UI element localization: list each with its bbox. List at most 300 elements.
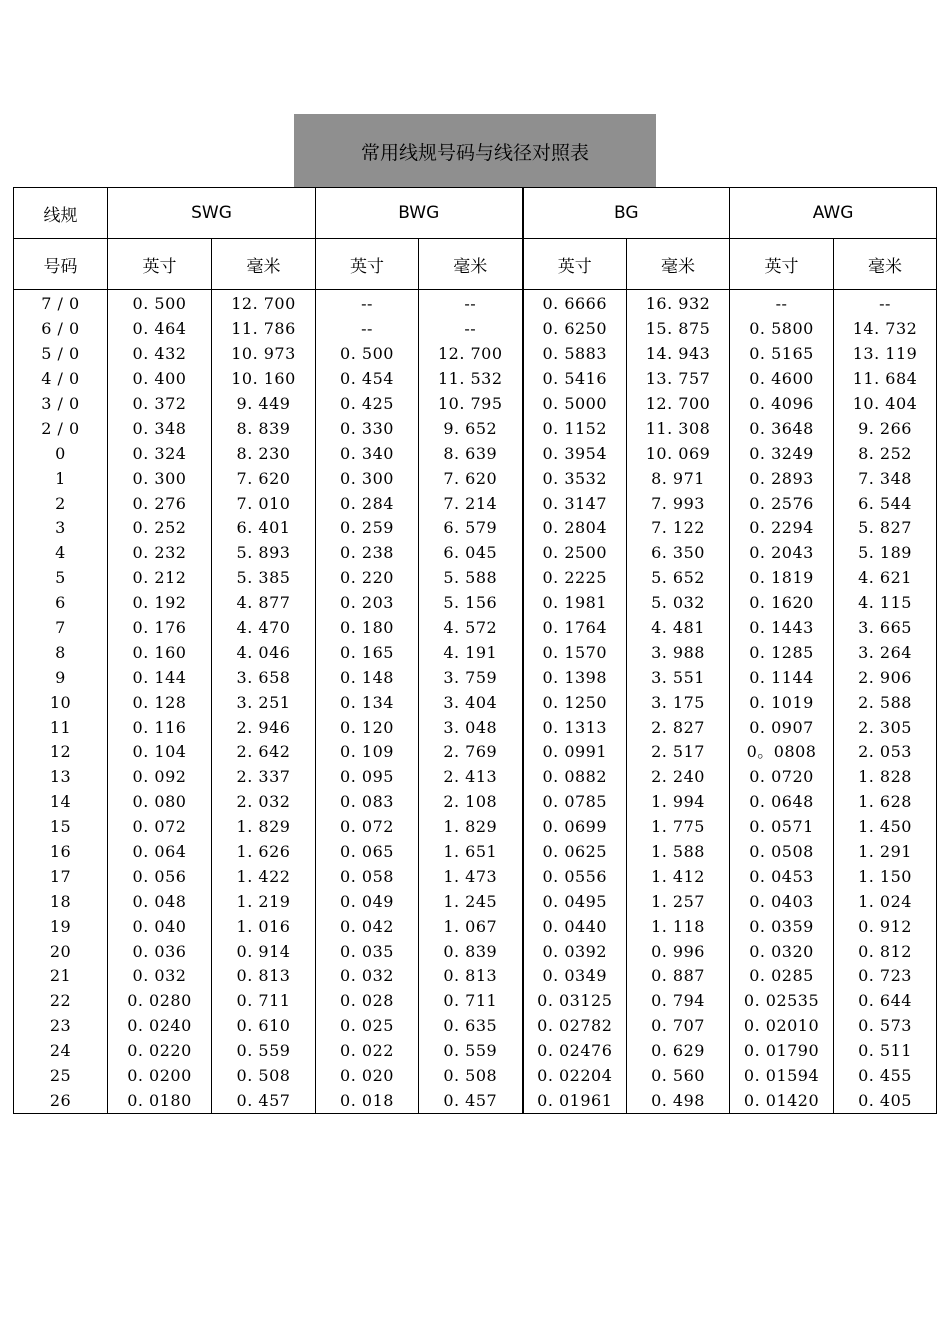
bg-inch-cell: 0. 1250: [523, 690, 627, 715]
bwg-mm-cell: 2. 769: [419, 740, 523, 765]
bwg-mm-cell: 3. 759: [419, 665, 523, 690]
bg-inch-cell: 0. 0785: [523, 790, 627, 815]
bg-mm-cell: 1. 775: [627, 815, 730, 840]
awg-inch-cell: 0. 1819: [730, 566, 834, 591]
bg-inch-cell: 0. 1398: [523, 665, 627, 690]
gauge-number-cell: 9: [14, 665, 108, 690]
bg-inch-cell: 0. 6250: [523, 317, 627, 342]
bwg-mm-cell: 6. 045: [419, 541, 523, 566]
gauge-number-cell: 7: [14, 616, 108, 641]
gauge-header: 线规: [14, 188, 108, 239]
bg-mm-cell: 2. 827: [627, 715, 730, 740]
bg-mm-cell: 5. 652: [627, 566, 730, 591]
table-row: [14, 889, 937, 914]
bwg-inch-cell: 0. 120: [316, 715, 419, 740]
swg-mm-cell: 9. 449: [212, 392, 316, 417]
swg-inch-cell: 0. 064: [108, 840, 212, 865]
bwg-mm-cell: 9. 652: [419, 416, 523, 441]
awg-mm-cell: 6. 544: [834, 491, 937, 516]
swg-mm-cell: 11. 786: [212, 317, 316, 342]
bg-mm-cell: 6. 350: [627, 541, 730, 566]
gauge-number-cell: 5: [14, 566, 108, 591]
table-row: [14, 715, 937, 740]
awg-inch-cell: 0. 01420: [730, 1089, 834, 1114]
swg-inch-cell: 0. 500: [108, 290, 212, 317]
bg-inch-cell: 0. 3147: [523, 491, 627, 516]
swg-inch-cell: 0. 116: [108, 715, 212, 740]
bwg-inch-cell: 0. 300: [316, 466, 419, 491]
swg-inch-cell: 0. 176: [108, 616, 212, 641]
table-row: [14, 989, 937, 1014]
bwg-inch-cell: 0. 500: [316, 342, 419, 367]
unit-header-inch: 英寸: [523, 239, 627, 290]
bg-inch-cell: 0. 5416: [523, 367, 627, 392]
bg-inch-cell: 0. 03125: [523, 989, 627, 1014]
bg-inch-cell: 0. 5000: [523, 392, 627, 417]
bwg-mm-cell: 11. 532: [419, 367, 523, 392]
swg-inch-cell: 0. 160: [108, 640, 212, 665]
awg-mm-cell: 1. 450: [834, 815, 937, 840]
bwg-mm-cell: 0. 711: [419, 989, 523, 1014]
bg-mm-cell: 4. 481: [627, 616, 730, 641]
bwg-inch-cell: --: [316, 317, 419, 342]
bg-mm-cell: 8. 971: [627, 466, 730, 491]
swg-mm-cell: 10. 160: [212, 367, 316, 392]
swg-inch-cell: 0. 104: [108, 740, 212, 765]
bg-inch-cell: 0. 2804: [523, 516, 627, 541]
bg-inch-cell: 0. 1981: [523, 591, 627, 616]
bg-mm-cell: 11. 308: [627, 416, 730, 441]
group-header-bg: BG: [523, 188, 730, 239]
awg-mm-cell: 0. 511: [834, 1039, 937, 1064]
group-header-awg: AWG: [730, 188, 937, 239]
gauge-number-cell: 10: [14, 690, 108, 715]
bwg-mm-cell: 5. 588: [419, 566, 523, 591]
bwg-inch-cell: 0. 109: [316, 740, 419, 765]
swg-mm-cell: 0. 813: [212, 964, 316, 989]
table-body: [14, 290, 937, 1114]
bg-mm-cell: 2. 240: [627, 765, 730, 790]
awg-mm-cell: 13. 119: [834, 342, 937, 367]
awg-mm-cell: 5. 189: [834, 541, 937, 566]
awg-mm-cell: 2. 053: [834, 740, 937, 765]
swg-mm-cell: 2. 032: [212, 790, 316, 815]
swg-mm-cell: 7. 620: [212, 466, 316, 491]
gauge-number-cell: 18: [14, 889, 108, 914]
awg-inch-cell: 0. 1443: [730, 616, 834, 641]
bg-mm-cell: 0. 794: [627, 989, 730, 1014]
awg-inch-cell: 0. 3648: [730, 416, 834, 441]
swg-mm-cell: 7. 010: [212, 491, 316, 516]
bg-inch-cell: 0. 5883: [523, 342, 627, 367]
awg-inch-cell: 0. 0508: [730, 840, 834, 865]
swg-mm-cell: 0. 914: [212, 939, 316, 964]
swg-mm-cell: 1. 219: [212, 889, 316, 914]
awg-mm-cell: 0. 644: [834, 989, 937, 1014]
table-row: [14, 516, 937, 541]
bg-mm-cell: 16. 932: [627, 290, 730, 317]
gauge-number-cell: 25: [14, 1064, 108, 1089]
gauge-number-cell: 11: [14, 715, 108, 740]
bg-mm-cell: 14. 943: [627, 342, 730, 367]
gauge-number-cell: 6: [14, 591, 108, 616]
swg-mm-cell: 6. 401: [212, 516, 316, 541]
table-row: [14, 466, 937, 491]
bg-inch-cell: 0. 0882: [523, 765, 627, 790]
awg-inch-cell: 0. 4600: [730, 367, 834, 392]
swg-mm-cell: 10. 973: [212, 342, 316, 367]
awg-inch-cell: --: [730, 290, 834, 317]
bwg-inch-cell: 0. 028: [316, 989, 419, 1014]
swg-inch-cell: 0. 0240: [108, 1014, 212, 1039]
unit-header-inch: 英寸: [316, 239, 419, 290]
awg-mm-cell: 5. 827: [834, 516, 937, 541]
bg-inch-cell: 0. 0699: [523, 815, 627, 840]
bg-inch-cell: 0. 2500: [523, 541, 627, 566]
bg-mm-cell: 0. 560: [627, 1064, 730, 1089]
swg-inch-cell: 0. 372: [108, 392, 212, 417]
awg-inch-cell: 0. 1285: [730, 640, 834, 665]
table-row: [14, 1089, 937, 1114]
bwg-mm-cell: --: [419, 317, 523, 342]
bg-inch-cell: 0. 1764: [523, 616, 627, 641]
table-row: [14, 665, 937, 690]
bg-inch-cell: 0. 0440: [523, 914, 627, 939]
bg-mm-cell: 3. 551: [627, 665, 730, 690]
awg-mm-cell: 2. 305: [834, 715, 937, 740]
bg-mm-cell: 12. 700: [627, 392, 730, 417]
awg-mm-cell: 10. 404: [834, 392, 937, 417]
bwg-inch-cell: 0. 284: [316, 491, 419, 516]
bg-mm-cell: 15. 875: [627, 317, 730, 342]
swg-mm-cell: 0. 508: [212, 1064, 316, 1089]
swg-inch-cell: 0. 048: [108, 889, 212, 914]
header-row-units: [14, 239, 937, 290]
table-row: [14, 290, 937, 317]
swg-mm-cell: 1. 422: [212, 864, 316, 889]
bg-mm-cell: 0. 707: [627, 1014, 730, 1039]
bg-inch-cell: 0. 1570: [523, 640, 627, 665]
bwg-inch-cell: 0. 330: [316, 416, 419, 441]
swg-mm-cell: 0. 610: [212, 1014, 316, 1039]
table-row: [14, 441, 937, 466]
bg-inch-cell: 0. 0991: [523, 740, 627, 765]
awg-mm-cell: 1. 150: [834, 864, 937, 889]
table-row: [14, 765, 937, 790]
unit-header-mm: 毫米: [419, 239, 523, 290]
gauge-number-cell: 7 / 0: [14, 290, 108, 317]
swg-mm-cell: 3. 658: [212, 665, 316, 690]
table-row: [14, 416, 937, 441]
swg-inch-cell: 0. 0280: [108, 989, 212, 1014]
bg-inch-cell: 0. 0495: [523, 889, 627, 914]
group-header-swg: SWG: [108, 188, 316, 239]
swg-mm-cell: 4. 877: [212, 591, 316, 616]
gauge-number-cell: 5 / 0: [14, 342, 108, 367]
awg-inch-cell: 0. 01790: [730, 1039, 834, 1064]
bg-mm-cell: 0. 887: [627, 964, 730, 989]
swg-mm-cell: 8. 839: [212, 416, 316, 441]
wire-gauge-table: [13, 187, 937, 1114]
gauge-number-cell: 26: [14, 1089, 108, 1114]
bwg-inch-cell: 0. 425: [316, 392, 419, 417]
swg-inch-cell: 0. 300: [108, 466, 212, 491]
bg-inch-cell: 0. 3532: [523, 466, 627, 491]
awg-inch-cell: 0. 3249: [730, 441, 834, 466]
bwg-mm-cell: 1. 473: [419, 864, 523, 889]
bwg-inch-cell: 0. 134: [316, 690, 419, 715]
bg-mm-cell: 1. 588: [627, 840, 730, 865]
bg-inch-cell: 0. 1152: [523, 416, 627, 441]
awg-mm-cell: 2. 588: [834, 690, 937, 715]
gauge-number-cell: 12: [14, 740, 108, 765]
awg-mm-cell: 8. 252: [834, 441, 937, 466]
swg-inch-cell: 0. 080: [108, 790, 212, 815]
bwg-mm-cell: 1. 067: [419, 914, 523, 939]
table-row: [14, 815, 937, 840]
gauge-number-cell: 1: [14, 466, 108, 491]
table-row: [14, 640, 937, 665]
bwg-mm-cell: 2. 413: [419, 765, 523, 790]
bwg-inch-cell: 0. 454: [316, 367, 419, 392]
table-row: [14, 1039, 937, 1064]
awg-inch-cell: 0. 4096: [730, 392, 834, 417]
table-title-banner: [294, 114, 656, 188]
awg-inch-cell: 0. 1019: [730, 690, 834, 715]
gauge-number-cell: 21: [14, 964, 108, 989]
awg-mm-cell: 0. 812: [834, 939, 937, 964]
awg-inch-cell: 0. 0285: [730, 964, 834, 989]
gauge-number-cell: 20: [14, 939, 108, 964]
awg-inch-cell: 0. 02010: [730, 1014, 834, 1039]
swg-inch-cell: 0. 324: [108, 441, 212, 466]
gauge-number-cell: 3 / 0: [14, 392, 108, 417]
bwg-inch-cell: 0. 095: [316, 765, 419, 790]
awg-inch-cell: 0. 5800: [730, 317, 834, 342]
bwg-inch-cell: 0. 148: [316, 665, 419, 690]
gauge-number-cell: 2 / 0: [14, 416, 108, 441]
swg-inch-cell: 0. 348: [108, 416, 212, 441]
gauge-number-cell: 19: [14, 914, 108, 939]
swg-mm-cell: 2. 946: [212, 715, 316, 740]
bwg-mm-cell: 2. 108: [419, 790, 523, 815]
bwg-inch-cell: 0. 049: [316, 889, 419, 914]
bwg-inch-cell: 0. 083: [316, 790, 419, 815]
gauge-number-cell: 15: [14, 815, 108, 840]
bg-inch-cell: 0. 0392: [523, 939, 627, 964]
swg-mm-cell: 12. 700: [212, 290, 316, 317]
bwg-inch-cell: 0. 259: [316, 516, 419, 541]
swg-mm-cell: 4. 046: [212, 640, 316, 665]
swg-inch-cell: 0. 400: [108, 367, 212, 392]
bwg-inch-cell: 0. 025: [316, 1014, 419, 1039]
bg-mm-cell: 0. 629: [627, 1039, 730, 1064]
table-row: [14, 491, 937, 516]
gauge-number-cell: 13: [14, 765, 108, 790]
awg-mm-cell: 4. 115: [834, 591, 937, 616]
awg-inch-cell: 0. 0320: [730, 939, 834, 964]
gauge-number-cell: 24: [14, 1039, 108, 1064]
awg-mm-cell: 1. 291: [834, 840, 937, 865]
awg-mm-cell: 2. 906: [834, 665, 937, 690]
swg-inch-cell: 0. 192: [108, 591, 212, 616]
table-row: [14, 840, 937, 865]
swg-inch-cell: 0. 276: [108, 491, 212, 516]
awg-inch-cell: 0. 0403: [730, 889, 834, 914]
gauge-number-cell: 3: [14, 516, 108, 541]
awg-mm-cell: 14. 732: [834, 317, 937, 342]
table-row: [14, 939, 937, 964]
awg-mm-cell: 0. 405: [834, 1089, 937, 1114]
awg-mm-cell: 0. 573: [834, 1014, 937, 1039]
awg-inch-cell: 0. 2043: [730, 541, 834, 566]
table-row: [14, 914, 937, 939]
bwg-mm-cell: --: [419, 290, 523, 317]
table-row: [14, 367, 937, 392]
swg-inch-cell: 0. 252: [108, 516, 212, 541]
bwg-mm-cell: 0. 508: [419, 1064, 523, 1089]
awg-inch-cell: 0. 0571: [730, 815, 834, 840]
awg-inch-cell: 0. 2893: [730, 466, 834, 491]
table-row: [14, 566, 937, 591]
swg-inch-cell: 0. 0200: [108, 1064, 212, 1089]
awg-mm-cell: 1. 628: [834, 790, 937, 815]
gauge-number-cell: 4: [14, 541, 108, 566]
bwg-mm-cell: 1. 829: [419, 815, 523, 840]
bwg-inch-cell: 0. 203: [316, 591, 419, 616]
bg-inch-cell: 0. 2225: [523, 566, 627, 591]
bwg-mm-cell: 0. 635: [419, 1014, 523, 1039]
bwg-mm-cell: 5. 156: [419, 591, 523, 616]
awg-mm-cell: 3. 264: [834, 640, 937, 665]
bwg-mm-cell: 10. 795: [419, 392, 523, 417]
bwg-inch-cell: 0. 220: [316, 566, 419, 591]
table-row: [14, 342, 937, 367]
gauge-number-cell: 22: [14, 989, 108, 1014]
awg-inch-cell: 0。0808: [730, 740, 834, 765]
awg-mm-cell: 7. 348: [834, 466, 937, 491]
table-row: [14, 864, 937, 889]
awg-mm-cell: --: [834, 290, 937, 317]
awg-mm-cell: 0. 455: [834, 1064, 937, 1089]
unit-header-inch: 英寸: [730, 239, 834, 290]
bwg-mm-cell: 4. 572: [419, 616, 523, 641]
awg-mm-cell: 4. 621: [834, 566, 937, 591]
bg-inch-cell: 0. 0625: [523, 840, 627, 865]
swg-inch-cell: 0. 232: [108, 541, 212, 566]
bwg-mm-cell: 0. 457: [419, 1089, 523, 1114]
awg-inch-cell: 0. 5165: [730, 342, 834, 367]
table-title: 常用线规号码与线径对照表: [360, 141, 589, 164]
awg-inch-cell: 0. 0907: [730, 715, 834, 740]
swg-inch-cell: 0. 432: [108, 342, 212, 367]
swg-inch-cell: 0. 056: [108, 864, 212, 889]
swg-mm-cell: 2. 642: [212, 740, 316, 765]
bg-mm-cell: 1. 412: [627, 864, 730, 889]
table-row: [14, 964, 937, 989]
swg-inch-cell: 0. 0180: [108, 1089, 212, 1114]
bg-mm-cell: 7. 993: [627, 491, 730, 516]
awg-mm-cell: 0. 723: [834, 964, 937, 989]
bwg-mm-cell: 7. 620: [419, 466, 523, 491]
awg-inch-cell: 0. 1144: [730, 665, 834, 690]
bwg-mm-cell: 12. 700: [419, 342, 523, 367]
bwg-inch-cell: 0. 035: [316, 939, 419, 964]
bwg-inch-cell: 0. 018: [316, 1089, 419, 1114]
awg-inch-cell: 0. 2294: [730, 516, 834, 541]
awg-mm-cell: 0. 912: [834, 914, 937, 939]
unit-header-mm: 毫米: [212, 239, 316, 290]
bwg-mm-cell: 6. 579: [419, 516, 523, 541]
bwg-mm-cell: 1. 651: [419, 840, 523, 865]
swg-inch-cell: 0. 092: [108, 765, 212, 790]
awg-inch-cell: 0. 02535: [730, 989, 834, 1014]
bg-mm-cell: 0. 996: [627, 939, 730, 964]
bwg-inch-cell: 0. 180: [316, 616, 419, 641]
gauge-number-cell: 17: [14, 864, 108, 889]
bg-inch-cell: 0. 6666: [523, 290, 627, 317]
unit-header-inch: 英寸: [108, 239, 212, 290]
awg-mm-cell: 3. 665: [834, 616, 937, 641]
bwg-mm-cell: 1. 245: [419, 889, 523, 914]
swg-inch-cell: 0. 032: [108, 964, 212, 989]
bg-inch-cell: 0. 02204: [523, 1064, 627, 1089]
swg-mm-cell: 4. 470: [212, 616, 316, 641]
bg-mm-cell: 13. 757: [627, 367, 730, 392]
unit-header-mm: 毫米: [627, 239, 730, 290]
swg-inch-cell: 0. 040: [108, 914, 212, 939]
table-row: [14, 591, 937, 616]
bg-mm-cell: 10. 069: [627, 441, 730, 466]
swg-inch-cell: 0. 212: [108, 566, 212, 591]
bg-inch-cell: 0. 01961: [523, 1089, 627, 1114]
bwg-inch-cell: 0. 065: [316, 840, 419, 865]
bwg-mm-cell: 4. 191: [419, 640, 523, 665]
bg-mm-cell: 1. 994: [627, 790, 730, 815]
swg-mm-cell: 0. 457: [212, 1089, 316, 1114]
table-row: [14, 740, 937, 765]
bg-mm-cell: 7. 122: [627, 516, 730, 541]
bwg-mm-cell: 0. 839: [419, 939, 523, 964]
bg-inch-cell: 0. 02782: [523, 1014, 627, 1039]
swg-mm-cell: 8. 230: [212, 441, 316, 466]
bg-mm-cell: 0. 498: [627, 1089, 730, 1114]
bwg-mm-cell: 0. 813: [419, 964, 523, 989]
swg-mm-cell: 1. 626: [212, 840, 316, 865]
swg-inch-cell: 0. 144: [108, 665, 212, 690]
gauge-number-header: 号码: [14, 239, 108, 290]
swg-mm-cell: 0. 559: [212, 1039, 316, 1064]
bwg-mm-cell: 0. 559: [419, 1039, 523, 1064]
bwg-inch-cell: 0. 165: [316, 640, 419, 665]
bg-inch-cell: 0. 02476: [523, 1039, 627, 1064]
awg-mm-cell: 9. 266: [834, 416, 937, 441]
swg-inch-cell: 0. 128: [108, 690, 212, 715]
gauge-number-cell: 2: [14, 491, 108, 516]
awg-mm-cell: 1. 828: [834, 765, 937, 790]
group-header-bwg: BWG: [316, 188, 523, 239]
bg-mm-cell: 1. 118: [627, 914, 730, 939]
table-row: [14, 1064, 937, 1089]
bwg-mm-cell: 8. 639: [419, 441, 523, 466]
swg-mm-cell: 5. 385: [212, 566, 316, 591]
bg-mm-cell: 2. 517: [627, 740, 730, 765]
swg-mm-cell: 3. 251: [212, 690, 316, 715]
table-row: [14, 541, 937, 566]
swg-inch-cell: 0. 464: [108, 317, 212, 342]
swg-inch-cell: 0. 036: [108, 939, 212, 964]
header-row-groups: [14, 188, 937, 239]
